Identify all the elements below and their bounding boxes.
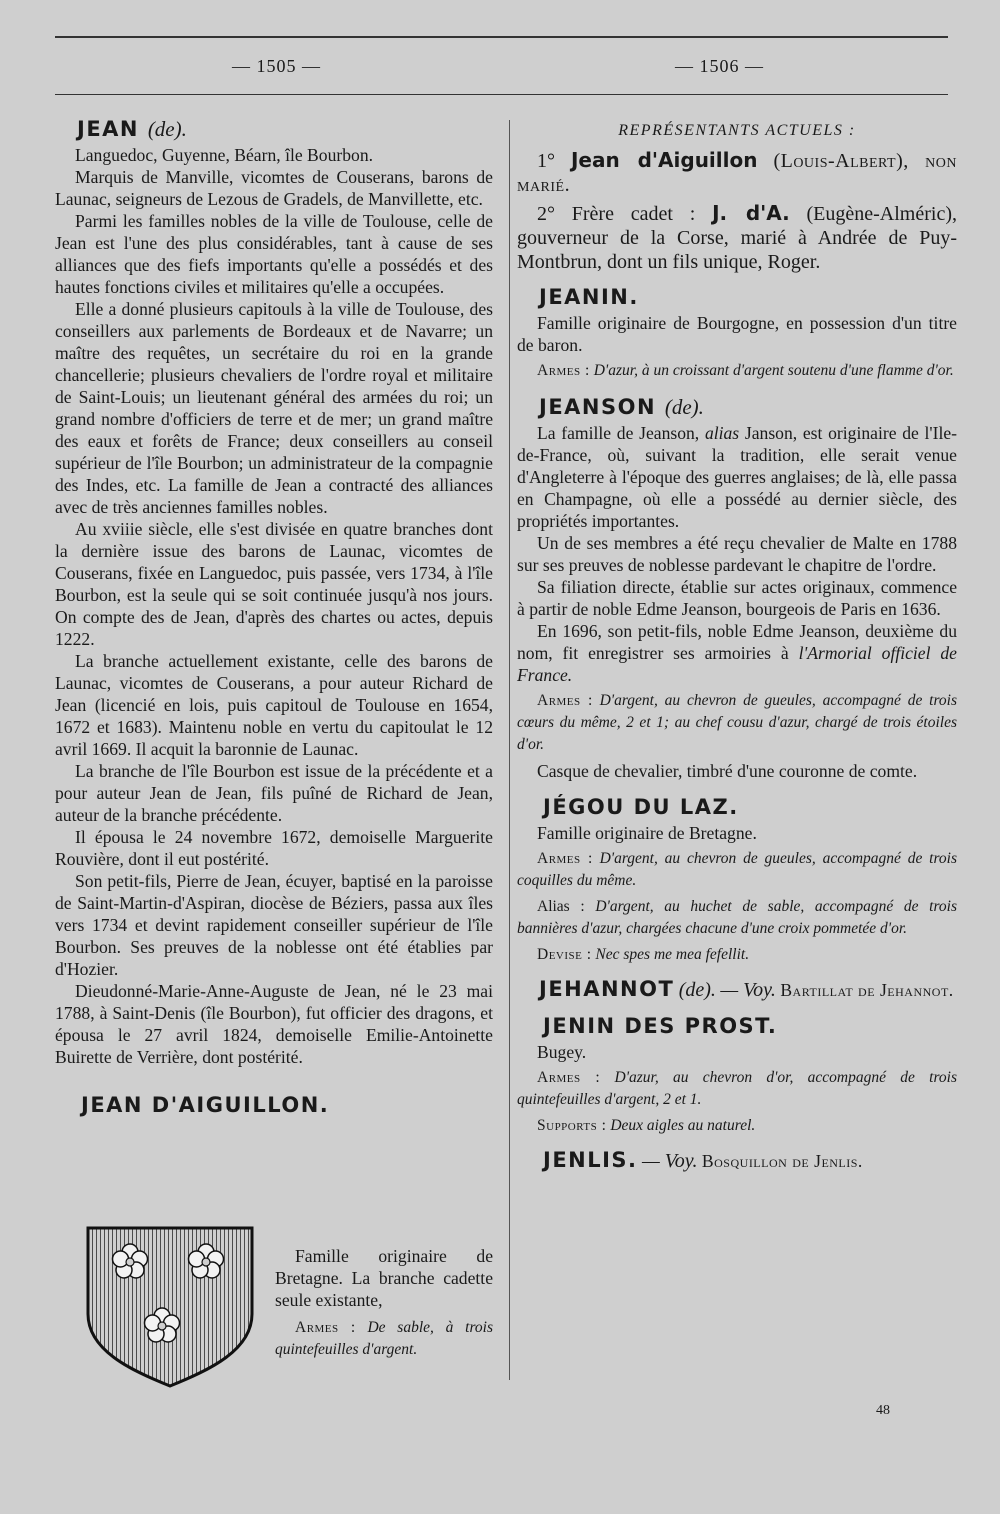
- jegou-paragraph: Famille originaire de Bretagne.: [537, 823, 757, 843]
- jeanson-paragraph: La famille de Jeanson, alias Janson, est originaire de l'Ile-de-France, où, suivant la tradition, elle serait venue d'Angleterre à l'époque des guerres anglaises; de là, elle passa en Champagne, où elle a possédé au dernier siècle, des propriétés importantes.: [517, 423, 958, 531]
- jeanson-armes: Armes : D'argent, au chevron de gueules, accompagné de trois cœurs du même, 2 et 1; au chef cousu d'azur, chargé de trois étoiles d'or.: [517, 692, 957, 753]
- left-column: [55, 118, 493, 1116]
- jeanson-paragraph: Sa filiation directe, établie sur actes originaux, commence à partir de noble Edme Jeanson, bourgeois de Paris en 1636.: [517, 577, 957, 619]
- jegou-armes: Armes : D'argent, au chevron de gueules, accompagné de trois coquilles du même.: [517, 850, 957, 889]
- jean-paragraph: Elle a donné plusieurs capitouls à la ville de Toulouse, des conseillers aux parlements de Bordeaux et de Navarre; un maître des requêtes, un secrétaire du roi en la grande chancellerie; plusieurs chevaliers de l'ordre royal et militaire de Saint-Louis; un lieutenant général des armées du roi; un grand nombre d'officiers de terre et de mer; un grand maître des eaux et forêts de France; deux conseillers au conseil supérieur de l'île Bourbon; un administrateur de la compagnie des Indes, etc. La famille de Jean a contracté des alliances avec de très anciennes familles nobles.: [55, 299, 493, 517]
- jean-daiguillon-text: [275, 1245, 493, 1361]
- entry-heading-jegou: JÉGOU DU LAZ.: [543, 795, 739, 819]
- jean-paragraph: Il épousa le 24 novembre 1672, demoiselle Marguerite Rouvière, dont il eut postérité.: [55, 827, 493, 869]
- jean-paragraph: Dieudonné-Marie-Anne-Auguste de Jean, né le 23 mai 1788, à Saint-Denis (île Bourbon), fut officier des dragons, et épousa le 27 avril 1824, demoiselle Emilie-Antoinette Buirette de Verrière, dont postérité.: [55, 981, 493, 1067]
- top-rule: [55, 36, 948, 38]
- entry-heading-jeanson: JEANSON (de).: [539, 395, 704, 419]
- page-number-left: — 1505 —: [232, 56, 321, 76]
- entry-heading-jean-daiguillon: JEAN D'AIGUILLON.: [81, 1093, 330, 1117]
- jeanin-armes: Armes : D'azur, à un croissant d'argent soutenu d'une flamme d'or.: [537, 362, 954, 379]
- jean-paragraph: La branche actuellement existante, celle des barons de Launac, vicomtes de Couserans, a pour auteur Richard de Jean (licencié en lois, puis capitoul de Toulouse en 1654, 1672 et 1683). Maintenu noble en vertu du capitoulat le 12 avril 1669. Il acquit la baronnie de Launac.: [55, 651, 493, 759]
- representant-1: 1° Jean d'Aiguillon (Louis-Albert), non marié.: [517, 148, 958, 196]
- jeanson-paragraph: Un de ses membres a été reçu chevalier de Malte en 1788 sur ses preuves de noblesse pardevant le chapitre de l'ordre.: [517, 533, 957, 575]
- representants-heading: REPRÉSENTANTS ACTUELS :: [618, 122, 856, 139]
- aiguillon-paragraph: Famille originaire de Bretagne. La branche cadette seule existante,: [275, 1246, 493, 1310]
- jenlis-entry: JENLIS. — Voy. Bosquillon de Jenlis.: [543, 1148, 863, 1172]
- jeanin-paragraph: Famille originaire de Bourgogne, en possession d'un titre de baron.: [517, 313, 957, 355]
- jean-paragraph: Parmi les familles nobles de la ville de Toulouse, celle de Jean est l'une des plus considérables, tant à cause de ses alliances que des fiefs importants qu'elle a possédés et des hautes fonctions civiles et militaires qu'elle a occupées.: [55, 211, 493, 297]
- jehannot-entry: JEHANNOT (de). — Voy. Bartillat de Jehannot.: [539, 977, 954, 1001]
- jenin-armes: Armes : D'azur, au chevron d'or, accompagné de trois quintefeuilles d'argent, 2 et 1.: [517, 1069, 957, 1108]
- jeanson-paragraph: Casque de chevalier, timbré d'une couronne de comte.: [537, 761, 918, 781]
- jean-paragraph: Marquis de Manville, vicomtes de Couserans, barons de Launac, seigneurs de Lezous de Gradels, de Manvillette, etc.: [55, 167, 493, 209]
- aiguillon-armes: Armes : De sable, à trois quintefeuilles d'argent.: [275, 1319, 493, 1358]
- header-rule: [55, 94, 948, 95]
- jenin-paragraph: Bugey.: [537, 1042, 587, 1062]
- right-column: [517, 120, 957, 1172]
- entry-heading-jeanin: JEANIN.: [539, 285, 639, 309]
- signature-mark: 48: [876, 1403, 890, 1418]
- jegou-alias: Alias : D'argent, au huchet de sable, accompagné de trois bannières d'azur, chargées chacune d'une croix pommetée d'or.: [517, 898, 958, 937]
- jean-paragraph: Au xviiie siècle, elle s'est divisée en quatre branches dont la dernière issue des barons de Launac, vicomtes de Couserans, fixée en Languedoc, puis passée, vers 1734, à l'île Bourbon, est la seule qui se soit continuée jusqu'à nos jours. On compte des de Jean, d'après des chartes ou actes, depuis 1222.: [55, 519, 493, 649]
- entry-heading-jean: JEAN (de).: [77, 117, 187, 141]
- page-number-right: — 1506 —: [675, 56, 764, 76]
- column-divider: [509, 120, 510, 1380]
- representant-2: 2° Frère cadet : J. d'A. (Eugène-Alméric), gouverneur de la Corse, marié à Andrée de Puy-Montbrun, dont un fils unique, Roger.: [517, 201, 957, 273]
- jean-paragraph: La branche de l'île Bourbon est issue de la précédente et a pour auteur Jean de Jean, fils puîné de Richard de Jean, auteur de la branche précédente.: [55, 761, 493, 825]
- coat-of-arms-icon: [80, 1222, 260, 1392]
- coat-of-arms: [80, 1222, 260, 1392]
- jegou-devise: Devise : Nec spes me mea fefellit.: [537, 946, 750, 963]
- jean-paragraph: Son petit-fils, Pierre de Jean, écuyer, baptisé en la paroisse de Saint-Martin-d'Aspiran, diocèse de Béziers, passa aux îles vers 1734 et devint rapidement conseiller supérieur de l'île Bourbon. Ses preuves de la noblesse ont été établies par d'Hozier.: [55, 871, 493, 979]
- jeanson-paragraph: En 1696, son petit-fils, noble Edme Jeanson, deuxième du nom, fit enregistrer ses armoiries à l'Armorial officiel de France.: [517, 621, 957, 685]
- jean-paragraph: Languedoc, Guyenne, Béarn, île Bourbon.: [75, 145, 374, 165]
- jenin-supports: Supports : Deux aigles au naturel.: [537, 1117, 756, 1134]
- entry-heading-jenin: JENIN DES PROST.: [543, 1014, 778, 1038]
